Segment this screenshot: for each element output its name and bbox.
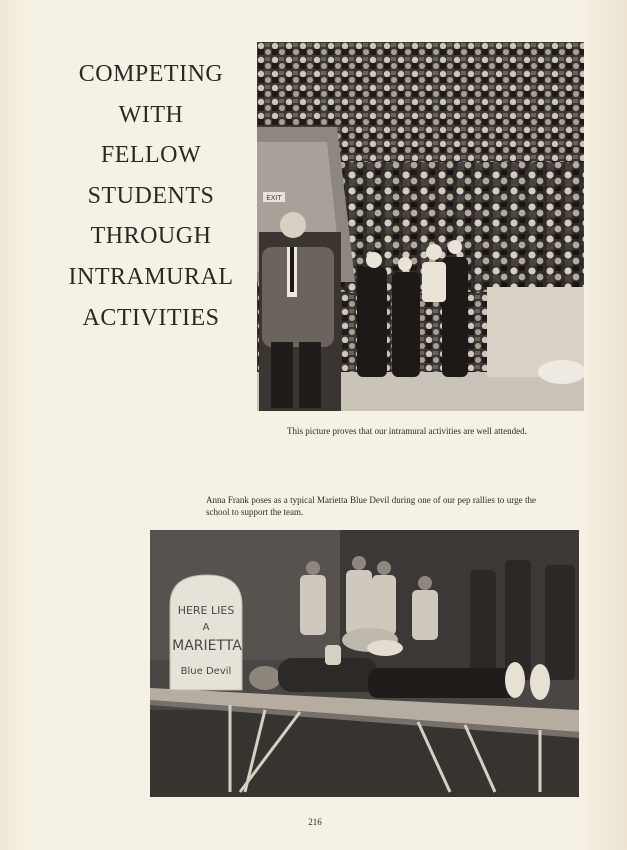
page-headline	[40, 54, 262, 338]
page-number: 216	[308, 817, 322, 827]
headline-line: FELLOW	[100, 142, 202, 169]
crowd-photo-drawing	[257, 42, 584, 411]
crowd-photo	[257, 42, 584, 411]
rally-photo-caption: Anna Frank poses as a typical Marietta Blue Devil during one of our pep rallies to urge the school to support the team.	[206, 495, 536, 517]
pep-rally-photo	[150, 530, 579, 797]
headline-line: INTRAMURAL	[68, 263, 234, 290]
sign-text-line: MARIETTA	[172, 638, 242, 654]
headline-line: THROUGH	[90, 223, 212, 250]
sign-text-line: HERE LIES	[177, 604, 235, 617]
sign-text-line: Blue Devil	[180, 666, 232, 677]
exit-sign-text: EXIT	[266, 194, 282, 202]
pep-rally-photo-drawing	[150, 530, 579, 797]
headline-line: COMPETING	[78, 61, 224, 87]
headline-line: STUDENTS	[87, 182, 215, 209]
crowd-photo-caption: This picture proves that our intramural activities are well attended.	[287, 426, 527, 436]
headline-line: ACTIVITIES	[82, 304, 220, 331]
sign-text-line: A	[202, 622, 210, 633]
headline-line: WITH	[118, 101, 184, 128]
